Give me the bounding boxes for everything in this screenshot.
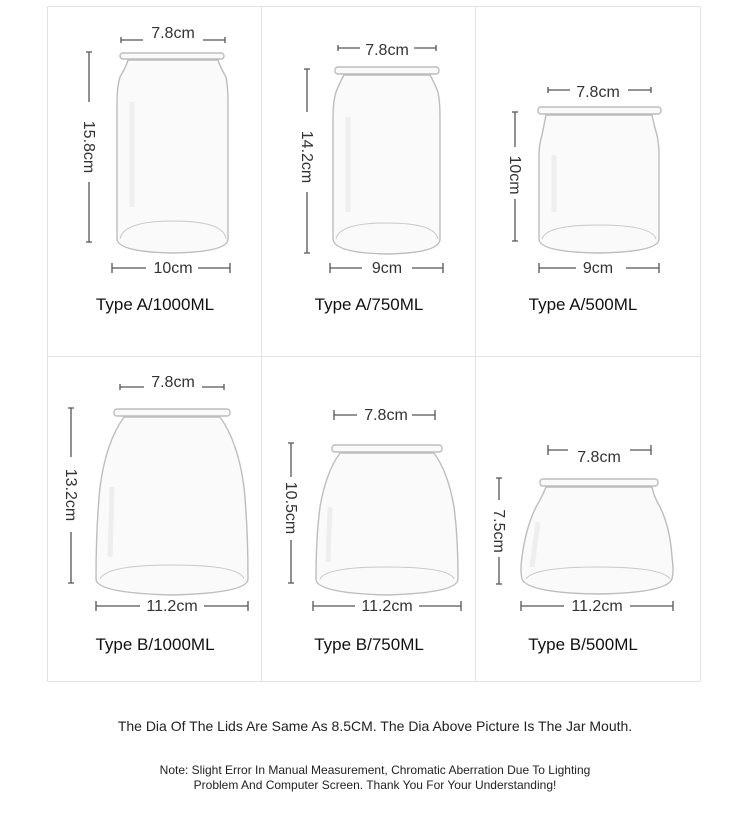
dim-top-label: 7.8cm <box>576 84 620 101</box>
disclaimer-note <box>0 763 750 793</box>
dim-bottom-label: 11.2cm <box>361 598 413 615</box>
jar-a500-illustration <box>476 7 690 344</box>
product-grid <box>47 6 701 682</box>
dim-top-label: 7.8cm <box>577 449 621 466</box>
product-cell-a1000 <box>48 7 262 344</box>
dim-bottom-label: 11.2cm <box>146 598 198 615</box>
dim-height-label: 13.2cm <box>62 468 79 522</box>
product-caption: Type B/500ML <box>528 635 638 654</box>
dim-top-label: 7.8cm <box>365 42 409 59</box>
jar-a1000-illustration <box>48 7 262 344</box>
jar-a750-illustration <box>262 7 476 344</box>
product-caption: Type A/500ML <box>528 295 638 314</box>
dim-height-label: 15.8cm <box>80 120 97 174</box>
dim-height-label: 14.2cm <box>298 130 315 184</box>
dim-bottom-label: 9cm <box>371 260 403 277</box>
dim-top-label: 7.8cm <box>151 374 195 391</box>
dim-bottom-label: 9cm <box>582 260 614 277</box>
dim-bottom-label: 11.2cm <box>571 598 623 615</box>
product-cell-a500 <box>476 7 690 344</box>
product-cell-b750 <box>262 357 476 694</box>
dim-top-label: 7.8cm <box>364 407 408 424</box>
product-cell-a750 <box>262 7 476 344</box>
product-cell-b500 <box>476 357 690 694</box>
product-cell-b1000 <box>48 357 262 694</box>
product-caption: Type A/1000ML <box>95 295 215 314</box>
product-caption: Type B/750ML <box>314 635 424 654</box>
dim-height-label: 7.5cm <box>490 509 507 553</box>
disclaimer-line-1: Note: Slight Error In Manual Measurement, Chromatic Aberration Due To Lighting <box>159 763 591 777</box>
dim-top-label: 7.8cm <box>151 25 195 42</box>
product-caption: Type A/750ML <box>314 295 424 314</box>
product-caption: Type B/1000ML <box>95 635 215 654</box>
dim-height-label: 10cm <box>506 155 523 195</box>
dim-height-label: 10.5cm <box>282 481 299 535</box>
lid-note: The Dia Of The Lids Are Same As 8.5CM. The Dia Above Picture Is The Jar Mouth. <box>117 718 633 734</box>
dim-bottom-label: 10cm <box>153 260 193 277</box>
disclaimer-line-2: Problem And Computer Screen. Thank You For Your Understanding! <box>193 778 557 792</box>
